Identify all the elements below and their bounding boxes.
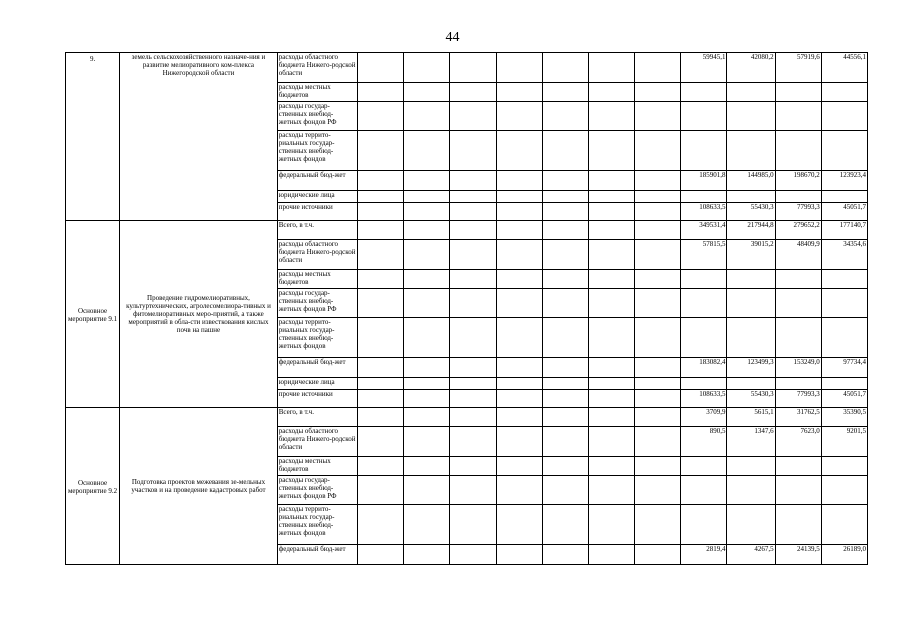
empty-cell	[588, 545, 634, 565]
empty-cell	[635, 191, 681, 203]
amount-cell	[821, 378, 867, 390]
amount-cell: 153249,0	[775, 358, 821, 378]
empty-cell	[496, 427, 542, 457]
empty-cell	[450, 171, 496, 191]
empty-cell	[358, 378, 404, 390]
item-name: земель сельскохозяйственного назначе-ния и развитие мелиоративного ком-плекса Нижегородской области	[131, 53, 266, 77]
empty-cell	[588, 171, 634, 191]
empty-cell	[358, 457, 404, 476]
empty-cell	[542, 131, 588, 171]
empty-cell	[358, 289, 404, 318]
empty-cell	[588, 240, 634, 270]
amount-cell: 123499,3	[727, 358, 775, 378]
funding-source: расходы террито-риальных государ-ственных внебюд-жетных фондов	[277, 505, 357, 545]
empty-cell	[450, 53, 496, 83]
empty-cell	[404, 171, 450, 191]
amount-cell	[681, 289, 727, 318]
funding-source: расходы областного бюджета Нижего-родской области	[277, 427, 357, 457]
amount-cell	[821, 191, 867, 203]
funding-source: прочие источники	[277, 203, 357, 221]
empty-cell	[404, 318, 450, 358]
empty-cell	[358, 318, 404, 358]
empty-cell	[450, 390, 496, 408]
amount-cell: 77993,3	[775, 390, 821, 408]
amount-cell: 890,5	[681, 427, 727, 457]
amount-cell	[681, 131, 727, 171]
empty-cell	[404, 289, 450, 318]
amount-cell: 183082,4	[681, 358, 727, 378]
amount-cell: 55430,3	[727, 390, 775, 408]
empty-cell	[635, 270, 681, 289]
page-number: 44	[445, 30, 460, 45]
empty-cell	[450, 427, 496, 457]
empty-cell	[542, 427, 588, 457]
amount-cell: 57815,5	[681, 240, 727, 270]
table-row	[66, 221, 868, 240]
empty-cell	[496, 408, 542, 427]
amount-cell: 59945,1	[681, 53, 727, 83]
amount-cell: 57919,6	[775, 53, 821, 83]
empty-cell	[542, 221, 588, 240]
empty-cell	[588, 102, 634, 131]
item-name-cell	[120, 53, 278, 221]
empty-cell	[588, 221, 634, 240]
empty-cell	[588, 270, 634, 289]
empty-cell	[358, 476, 404, 505]
amount-cell: 279652,2	[775, 221, 821, 240]
empty-cell	[542, 270, 588, 289]
amount-cell	[775, 505, 821, 545]
empty-cell	[635, 358, 681, 378]
amount-cell	[681, 505, 727, 545]
amount-cell	[727, 378, 775, 390]
amount-cell: 45051,7	[821, 203, 867, 221]
amount-cell	[821, 83, 867, 102]
empty-cell	[496, 390, 542, 408]
empty-cell	[450, 545, 496, 565]
amount-cell: 217944,8	[727, 221, 775, 240]
empty-cell	[542, 83, 588, 102]
empty-cell	[542, 102, 588, 131]
amount-cell	[681, 378, 727, 390]
amount-cell	[681, 102, 727, 131]
empty-cell	[542, 457, 588, 476]
empty-cell	[588, 203, 634, 221]
empty-cell	[496, 318, 542, 358]
empty-cell	[542, 240, 588, 270]
empty-cell	[542, 358, 588, 378]
amount-cell	[727, 289, 775, 318]
empty-cell	[358, 545, 404, 565]
empty-cell	[496, 476, 542, 505]
empty-cell	[358, 171, 404, 191]
empty-cell	[496, 358, 542, 378]
empty-cell	[450, 408, 496, 427]
empty-cell	[450, 240, 496, 270]
empty-cell	[496, 53, 542, 83]
amount-cell	[821, 505, 867, 545]
empty-cell	[496, 289, 542, 318]
amount-cell: 108633,5	[681, 203, 727, 221]
empty-cell	[404, 378, 450, 390]
item-number-cell	[66, 53, 120, 221]
empty-cell	[496, 270, 542, 289]
funding-source: прочие источники	[277, 390, 357, 408]
amount-cell: 2819,4	[681, 545, 727, 565]
empty-cell	[542, 53, 588, 83]
item-number-cell	[66, 221, 120, 408]
empty-cell	[588, 289, 634, 318]
empty-cell	[358, 505, 404, 545]
empty-cell	[496, 221, 542, 240]
empty-cell	[588, 191, 634, 203]
amount-cell	[727, 318, 775, 358]
empty-cell	[635, 427, 681, 457]
empty-cell	[358, 358, 404, 378]
amount-cell	[821, 270, 867, 289]
amount-cell: 39015,2	[727, 240, 775, 270]
empty-cell	[542, 191, 588, 203]
empty-cell	[635, 53, 681, 83]
funding-source: Всего, в т.ч.	[277, 221, 357, 240]
amount-cell: 7623,0	[775, 427, 821, 457]
table-body	[66, 53, 868, 565]
funding-source: расходы государ-ственных внебюд-жетных фондов РФ	[277, 289, 357, 318]
empty-cell	[358, 240, 404, 270]
empty-cell	[635, 505, 681, 545]
empty-cell	[588, 408, 634, 427]
empty-cell	[404, 408, 450, 427]
empty-cell	[635, 102, 681, 131]
empty-cell	[404, 505, 450, 545]
amount-cell: 42080,2	[727, 53, 775, 83]
empty-cell	[358, 102, 404, 131]
funding-source: федеральный бюд-жет	[277, 171, 357, 191]
table-row	[66, 53, 868, 83]
empty-cell	[635, 408, 681, 427]
amount-cell	[775, 457, 821, 476]
amount-cell: 35390,5	[821, 408, 867, 427]
amount-cell: 185901,8	[681, 171, 727, 191]
empty-cell	[542, 505, 588, 545]
amount-cell	[681, 318, 727, 358]
amount-cell	[821, 289, 867, 318]
empty-cell	[542, 378, 588, 390]
funding-source: федеральный бюд-жет	[277, 545, 357, 565]
amount-cell: 4267,5	[727, 545, 775, 565]
empty-cell	[404, 102, 450, 131]
amount-cell	[727, 131, 775, 171]
amount-cell	[727, 102, 775, 131]
amount-cell	[727, 476, 775, 505]
empty-cell	[358, 390, 404, 408]
funding-source: юридические лица	[277, 378, 357, 390]
funding-source: расходы местных бюджетов	[277, 270, 357, 289]
empty-cell	[635, 171, 681, 191]
empty-cell	[450, 83, 496, 102]
empty-cell	[450, 221, 496, 240]
amount-cell	[775, 476, 821, 505]
amount-cell	[775, 318, 821, 358]
funding-source: расходы местных бюджетов	[277, 83, 357, 102]
item-number: Основное мероприятие 9.1	[68, 307, 118, 323]
empty-cell	[588, 427, 634, 457]
amount-cell	[821, 318, 867, 358]
empty-cell	[635, 131, 681, 171]
empty-cell	[358, 270, 404, 289]
empty-cell	[404, 191, 450, 203]
amount-cell	[727, 505, 775, 545]
amount-cell: 3709,9	[681, 408, 727, 427]
amount-cell	[681, 270, 727, 289]
empty-cell	[404, 358, 450, 378]
empty-cell	[496, 457, 542, 476]
empty-cell	[450, 505, 496, 545]
amount-cell: 44556,1	[821, 53, 867, 83]
funding-source: расходы террито-риальных государ-ственных внебюд-жетных фондов	[277, 131, 357, 171]
funding-source: федеральный бюд-жет	[277, 358, 357, 378]
empty-cell	[450, 378, 496, 390]
table-row	[66, 408, 868, 427]
empty-cell	[496, 131, 542, 171]
item-name-cell	[120, 408, 278, 565]
amount-cell	[775, 289, 821, 318]
empty-cell	[542, 203, 588, 221]
amount-cell	[775, 83, 821, 102]
empty-cell	[588, 318, 634, 358]
amount-cell	[775, 191, 821, 203]
amount-cell: 34354,6	[821, 240, 867, 270]
empty-cell	[404, 476, 450, 505]
empty-cell	[542, 318, 588, 358]
funding-source: расходы областного бюджета Нижего-родской области	[277, 53, 357, 83]
amount-cell: 1347,6	[727, 427, 775, 457]
amount-cell: 97734,4	[821, 358, 867, 378]
empty-cell	[404, 203, 450, 221]
amount-cell	[681, 191, 727, 203]
empty-cell	[404, 390, 450, 408]
empty-cell	[496, 191, 542, 203]
empty-cell	[588, 53, 634, 83]
budget-table	[65, 52, 868, 565]
item-number: Основное мероприятие 9.2	[68, 479, 118, 495]
empty-cell	[588, 83, 634, 102]
empty-cell	[635, 378, 681, 390]
empty-cell	[588, 505, 634, 545]
amount-cell	[821, 457, 867, 476]
empty-cell	[635, 83, 681, 102]
empty-cell	[588, 131, 634, 171]
empty-cell	[588, 457, 634, 476]
funding-source: расходы областного бюджета Нижего-родской области	[277, 240, 357, 270]
empty-cell	[635, 289, 681, 318]
amount-cell	[821, 102, 867, 131]
empty-cell	[450, 457, 496, 476]
amount-cell	[727, 191, 775, 203]
empty-cell	[404, 545, 450, 565]
empty-cell	[404, 131, 450, 171]
amount-cell: 24139,5	[775, 545, 821, 565]
funding-source: расходы государ-ственных внебюд-жетных фондов РФ	[277, 476, 357, 505]
amount-cell: 9201,5	[821, 427, 867, 457]
amount-cell: 55430,3	[727, 203, 775, 221]
empty-cell	[358, 131, 404, 171]
empty-cell	[635, 318, 681, 358]
amount-cell	[727, 457, 775, 476]
amount-cell	[681, 457, 727, 476]
empty-cell	[358, 427, 404, 457]
item-number-cell	[66, 408, 120, 565]
amount-cell: 77993,3	[775, 203, 821, 221]
empty-cell	[588, 390, 634, 408]
funding-source: юридические лица	[277, 191, 357, 203]
empty-cell	[635, 457, 681, 476]
item-number: 9.	[89, 55, 96, 63]
empty-cell	[358, 83, 404, 102]
empty-cell	[588, 378, 634, 390]
funding-source: расходы местных бюджетов	[277, 457, 357, 476]
item-name: Подготовка проектов межевания зе-мельных участков и на проведение кадастровых работ	[131, 478, 266, 494]
empty-cell	[635, 221, 681, 240]
empty-cell	[450, 131, 496, 171]
empty-cell	[404, 240, 450, 270]
empty-cell	[635, 545, 681, 565]
empty-cell	[404, 427, 450, 457]
empty-cell	[635, 240, 681, 270]
amount-cell: 144985,0	[727, 171, 775, 191]
amount-cell: 45051,7	[821, 390, 867, 408]
empty-cell	[358, 221, 404, 240]
empty-cell	[358, 191, 404, 203]
amount-cell: 31762,5	[775, 408, 821, 427]
empty-cell	[450, 270, 496, 289]
empty-cell	[358, 408, 404, 427]
empty-cell	[542, 476, 588, 505]
funding-source: расходы террито-риальных государ-ственных внебюд-жетных фондов	[277, 318, 357, 358]
empty-cell	[496, 545, 542, 565]
empty-cell	[542, 171, 588, 191]
amount-cell: 48409,9	[775, 240, 821, 270]
amount-cell	[775, 131, 821, 171]
empty-cell	[404, 457, 450, 476]
amount-cell: 198670,2	[775, 171, 821, 191]
amount-cell	[681, 476, 727, 505]
empty-cell	[404, 83, 450, 102]
empty-cell	[542, 408, 588, 427]
empty-cell	[450, 318, 496, 358]
empty-cell	[588, 358, 634, 378]
amount-cell	[775, 378, 821, 390]
empty-cell	[404, 53, 450, 83]
empty-cell	[450, 289, 496, 318]
empty-cell	[404, 270, 450, 289]
empty-cell	[496, 203, 542, 221]
item-name: Проведение гидромелиоративных, культуртехнических, агролесомелиора-тивных и фитомелиоративных меро-приятий, а также мероприятий в обла-сти известкования кислых почв на пашне	[126, 294, 271, 334]
empty-cell	[542, 545, 588, 565]
amount-cell	[775, 102, 821, 131]
empty-cell	[588, 476, 634, 505]
empty-cell	[358, 53, 404, 83]
empty-cell	[496, 240, 542, 270]
empty-cell	[635, 203, 681, 221]
empty-cell	[496, 171, 542, 191]
amount-cell: 123923,4	[821, 171, 867, 191]
empty-cell	[635, 476, 681, 505]
amount-cell: 108633,5	[681, 390, 727, 408]
empty-cell	[496, 378, 542, 390]
empty-cell	[496, 83, 542, 102]
empty-cell	[450, 358, 496, 378]
item-name-cell	[120, 221, 278, 408]
empty-cell	[542, 390, 588, 408]
funding-source: расходы государ-ственных внебюд-жетных фондов РФ	[277, 102, 357, 131]
empty-cell	[635, 390, 681, 408]
empty-cell	[496, 102, 542, 131]
amount-cell: 177140,7	[821, 221, 867, 240]
funding-source: Всего, в т.ч.	[277, 408, 357, 427]
amount-cell	[821, 476, 867, 505]
amount-cell: 26189,0	[821, 545, 867, 565]
amount-cell	[727, 270, 775, 289]
amount-cell	[727, 83, 775, 102]
amount-cell	[681, 83, 727, 102]
amount-cell	[775, 270, 821, 289]
empty-cell	[450, 191, 496, 203]
empty-cell	[450, 203, 496, 221]
empty-cell	[542, 289, 588, 318]
amount-cell: 5615,1	[727, 408, 775, 427]
empty-cell	[450, 476, 496, 505]
empty-cell	[450, 102, 496, 131]
amount-cell	[821, 131, 867, 171]
empty-cell	[496, 505, 542, 545]
empty-cell	[404, 221, 450, 240]
empty-cell	[358, 203, 404, 221]
amount-cell: 349531,4	[681, 221, 727, 240]
